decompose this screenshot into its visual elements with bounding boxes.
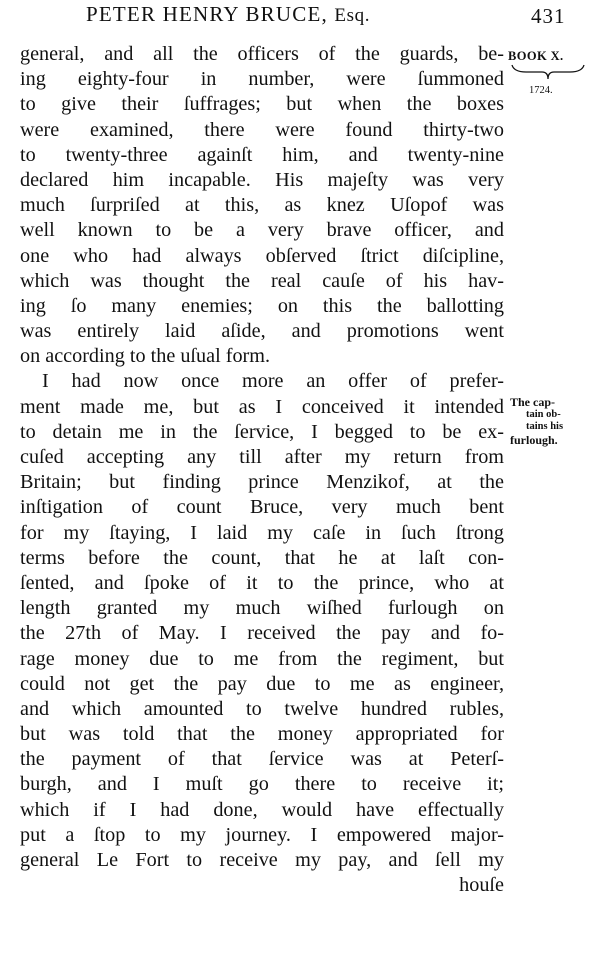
text-line: put a ſtop to my journey. I empowered major- — [20, 823, 504, 846]
text-line: ſented, and ſpoke of it to the prince, who at — [20, 571, 504, 594]
text-line: general Le Fort to receive my pay, and ſell my — [20, 849, 504, 871]
text-line: Britain; but finding prince Menzikof, at the — [20, 471, 504, 494]
text-line: much ſurpriſed at this, as knez Uſopof was — [20, 194, 504, 217]
text-line: cuſed accepting any till after my return from — [20, 446, 504, 468]
text-line: ment made me, but as I conceived it intended — [20, 395, 504, 418]
text-line: could not get the pay due to me as engineer, — [20, 672, 504, 695]
catchword: houſe — [459, 874, 504, 897]
text-line: which was thought the real cauſe of his hav- — [20, 269, 504, 292]
text-line: the payment of that ſervice was at Peterſ- — [20, 748, 504, 771]
margin-note-line: tains his — [526, 421, 564, 432]
text-line: declared him incapable. His majeſty was very — [20, 168, 504, 191]
text-line: rage money due to me from the regiment, but — [20, 647, 504, 670]
text-line: I had now once more an offer of prefer- — [42, 370, 504, 393]
text-line: well known to be a very brave officer, and — [20, 219, 504, 242]
text-line: burgh, and I muſt go there to receive it; — [20, 773, 504, 796]
text-line: the 27th of May. I received the pay and fo- — [20, 622, 504, 645]
running-title-suffix: Esq. — [334, 5, 371, 26]
text-line: length granted my much wiſhed furlough on — [20, 597, 504, 620]
text-line: on according to the uſual form. — [20, 345, 271, 368]
text-line: inſtigation of count Bruce, very much bent — [20, 496, 504, 519]
text-line: to detain me in the ſervice, I begged to be ex- — [20, 420, 504, 443]
page-number: 431 — [531, 4, 566, 28]
text-line: to twenty-three againſt him, and twenty-nine — [20, 143, 504, 166]
brace-ornament — [510, 63, 586, 81]
margin-note — [510, 396, 563, 446]
running-head — [86, 2, 446, 27]
margin-note-line: The cap- — [510, 395, 555, 409]
margin-note-line: furlough. — [510, 432, 558, 447]
text-line: ing ſo many enemies; on this the ballotting — [20, 294, 504, 317]
year-note: 1724. — [529, 85, 553, 96]
text-line: which if I had done, would have effectually — [20, 798, 504, 821]
text-line: to give their ſuffrages; but when the boxes — [20, 93, 504, 116]
book-label: BOOK X. — [508, 49, 564, 63]
text-line: terms before the count, that he at laſt con- — [20, 546, 504, 569]
text-line: one who had always obſerved ſtrict diſcipline, — [20, 244, 504, 267]
text-line: and which amounted to twelve hundred rubles, — [20, 697, 504, 720]
body-text — [20, 42, 504, 898]
text-line: for my ſtaying, I laid my caſe in ſuch ſtrong — [20, 521, 504, 544]
text-line: were examined, there were found thirty-two — [20, 118, 504, 141]
text-line: ing eighty-four in number, were ſummoned — [20, 68, 504, 91]
text-line: but was told that the money appropriated for — [20, 723, 504, 746]
margin-note-line: tain ob- — [526, 408, 561, 420]
running-title: PETER HENRY BRUCE, — [86, 2, 335, 26]
text-line: was entirely laid aſide, and promotions went — [20, 320, 504, 343]
text-line: general, and all the officers of the guards, be- — [20, 43, 504, 65]
